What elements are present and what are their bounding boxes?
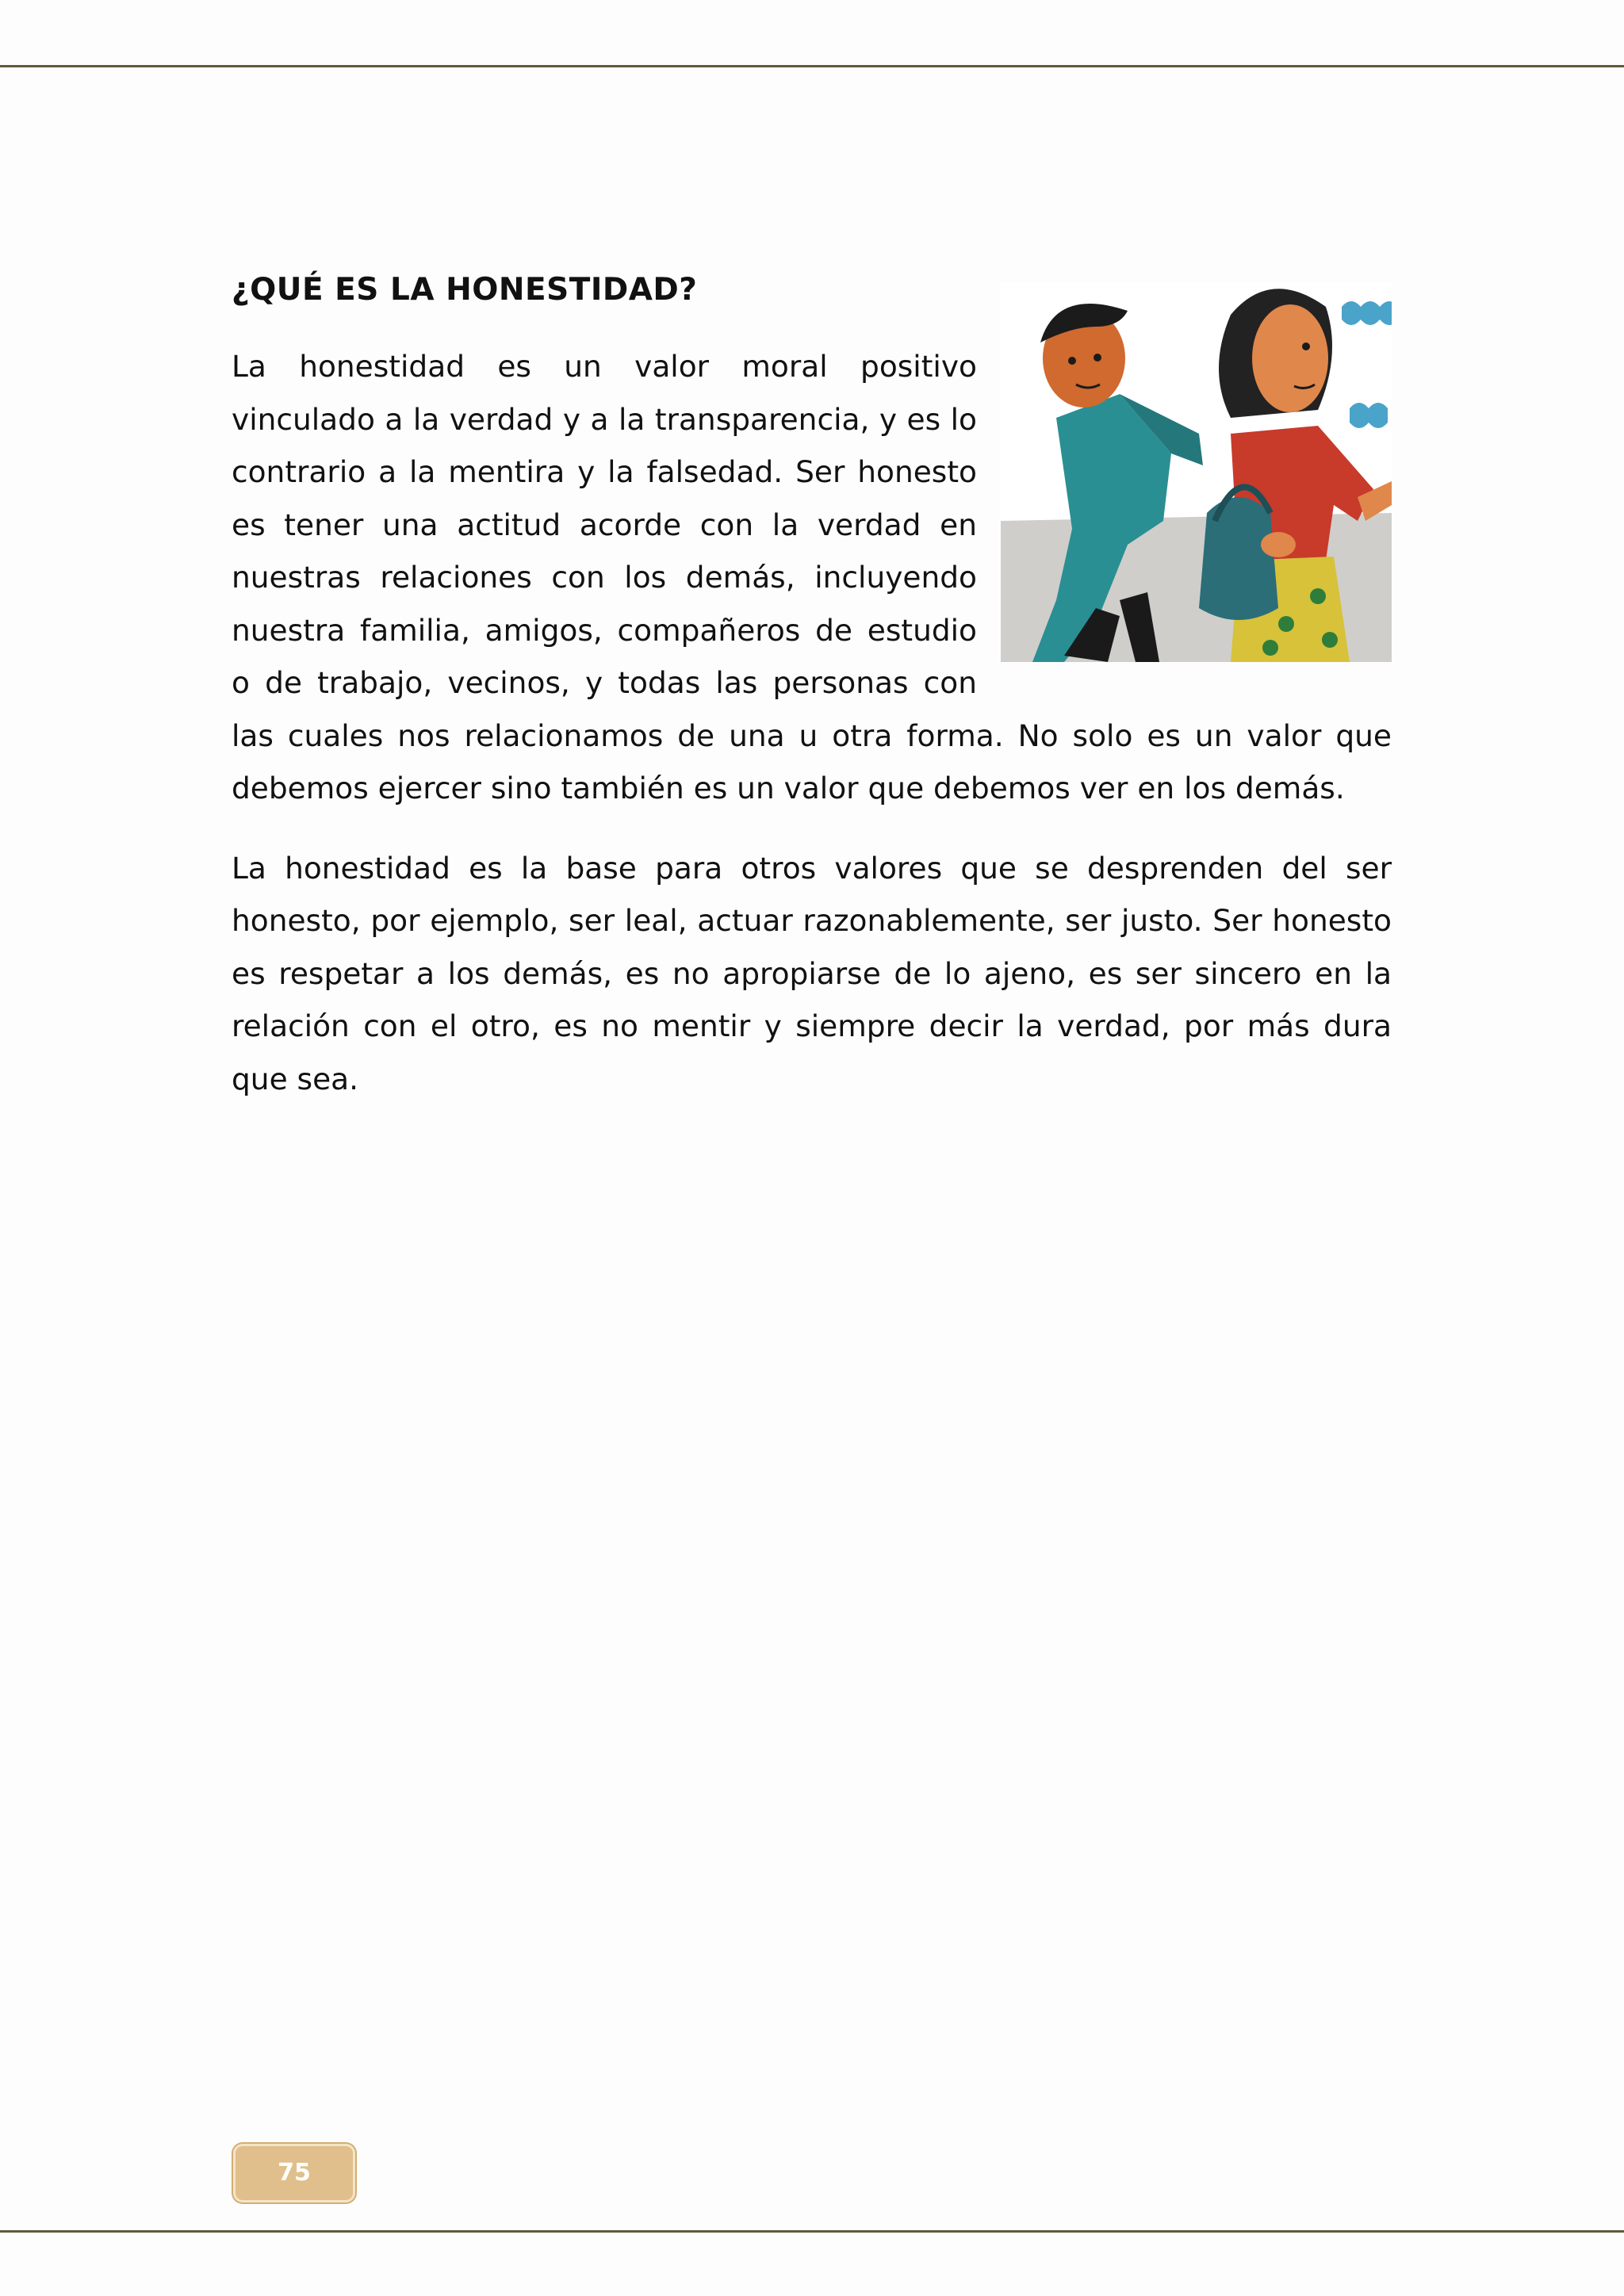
bottom-rule [0, 2230, 1624, 2233]
two-people-illustration [1001, 283, 1392, 662]
top-rule [0, 65, 1624, 67]
paragraph-2: La honestidad es la base para otros valores que se desprenden del ser honesto, por ejemplo, ser leal, actuar razonablemente, ser justo. Ser honesto es respetar a los demás, es no apropiarse de lo ajeno, es ser sincero en la relación con el otro, es no mentir y siempre decir la verdad, por más dura que sea. [232, 850, 1392, 1096]
page-content [232, 262, 1392, 1132]
page-title: ¿QUÉ ES LA HONESTIDAD? [232, 272, 698, 308]
page-number-badge: 75 [233, 2144, 355, 2202]
paragraph-1: La honestidad es un valor moral positivo vinculado a la verdad y a la transparencia, y es lo contrario a la mentira y la falsedad. Ser honesto es tener una actitud acorde con la verdad en nuestras relaciones con los demás, incluyendo nuestra familia, amigos, compañeros de estudio o de trabajo, vecinos, y todas las personas con las cuales nos relacionamos de una u otra forma. No solo es un valor que debemos ejercer sino también es un valor que debemos ver en los demás. [232, 349, 1392, 806]
